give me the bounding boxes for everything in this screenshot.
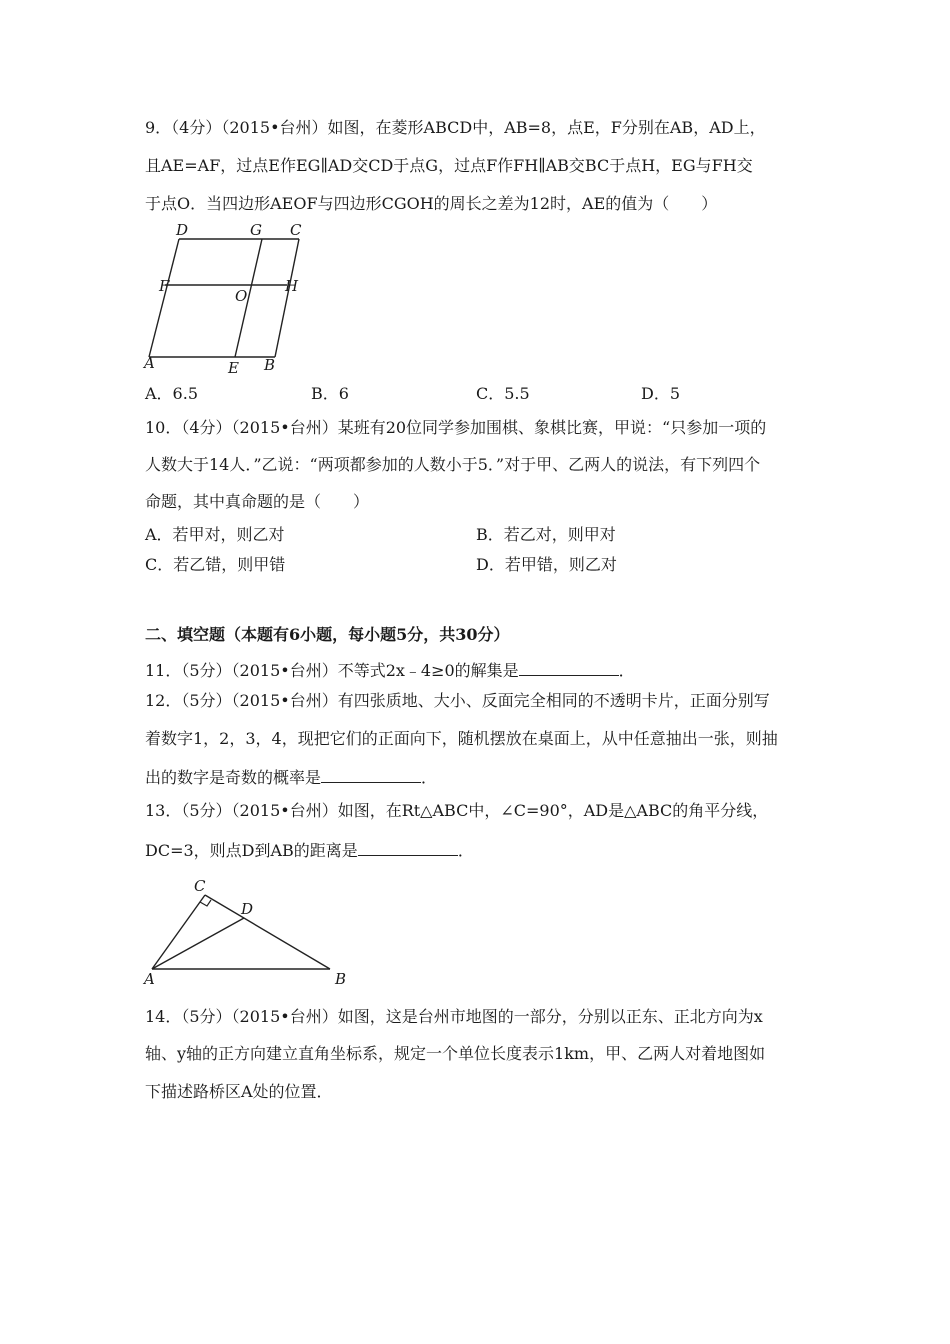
q14-line-2: 轴、y轴的正方向建立直角坐标系，规定一个单位长度表示1km，甲、乙两人对着地图如: [145, 1044, 766, 1063]
q9-option-a: A．6.5: [145, 384, 199, 403]
q9-label-o: O: [235, 287, 248, 305]
q9-label-a: A: [144, 354, 155, 372]
q9-line-2: 且AE=AF，过点E作EG∥AD交CD于点G，过点F作FH∥AB交BC于点H，EG与FH交: [145, 156, 753, 175]
q12-end: ．: [421, 768, 438, 787]
q10-line-2: 人数大于14人．”乙说：“两项都参加的人数小于5．”对于甲、乙两人的说法，有下列四个: [145, 455, 761, 474]
q14-line-3: 下描述路桥区A处的位置．: [145, 1082, 333, 1101]
q12-answer-blank: [321, 766, 421, 783]
q14-line-1: 14．（5分）（2015•台州）如图，这是台州市地图的一部分，分别以正东、正北方向为x: [145, 1007, 763, 1026]
q12-line-2: 着数字1，2，3，4，现把它们的正面向下，随机摆放在桌面上，从中任意抽出一张，则抽: [145, 729, 778, 748]
q13-text: DC=3，则点D到AB的距离是: [145, 841, 358, 860]
q13-label-c: C: [194, 877, 206, 895]
q11-text: 11．（5分）（2015•台州）不等式2x﹣4≥0的解集是: [145, 661, 519, 680]
q9-side-bc: [275, 239, 299, 357]
q11-answer-blank: [519, 659, 619, 676]
q9-option-c: C．5.5: [476, 384, 530, 403]
q10-option-b: B．若乙对，则甲对: [476, 525, 616, 544]
q10-line-1: 10．（4分）（2015•台州）某班有20位同学参加围棋、象棋比赛，甲说：“只参加一项的: [145, 418, 767, 437]
q10-line-3: 命题，其中真命题的是（ ）: [145, 492, 370, 511]
q11-line: [145, 659, 635, 681]
q13-triangle-figure: [140, 872, 360, 992]
q9-label-c: C: [290, 221, 302, 239]
q10-option-d: D．若甲错，则乙对: [476, 555, 617, 574]
q13-side-cb: [205, 895, 330, 969]
q13-answer-blank: [358, 839, 458, 856]
q13-line-2: [145, 839, 474, 861]
q13-line-1: 13．（5分）（2015•台州）如图，在Rt△ABC中，∠C=90°，AD是△ABC的角平分线，: [145, 801, 769, 820]
q9-option-b: B．6: [311, 384, 349, 403]
q9-label-d: D: [176, 221, 189, 239]
q9-label-h: H: [285, 277, 299, 295]
q13-label-d: D: [241, 900, 254, 918]
q9-line-3: 于点O．当四边形AEOF与四边形CGOH的周长之差为12时，AE的值为（ ）: [145, 194, 718, 213]
q13-side-ac: [152, 895, 205, 969]
q9-side-ad: [149, 239, 179, 357]
q9-label-e: E: [228, 359, 239, 377]
section-2-heading: 二、填空题（本题有6小题，每小题5分，共30分）: [145, 625, 510, 644]
q9-option-d: D．5: [641, 384, 681, 403]
q9-label-b: B: [264, 356, 276, 374]
q13-label-b: B: [335, 970, 347, 988]
q10-option-c: C．若乙错，则甲错: [145, 555, 286, 574]
q13-segment-ad: [152, 918, 244, 969]
q11-end: ．: [618, 661, 635, 680]
q10-option-a: A．若甲对，则乙对: [145, 525, 285, 544]
q13-end: ．: [457, 841, 474, 860]
q12-line-3: [145, 766, 437, 788]
q9-line-1: 9．（4分）（2015•台州）如图，在菱形ABCD中，AB=8，点E，F分别在AB，AD上，: [145, 118, 766, 137]
q12-line-1: 12．（5分）（2015•台州）有四张质地、大小、反面完全相同的不透明卡片，正面分别写: [145, 691, 770, 710]
q13-label-a: A: [144, 970, 155, 988]
q9-rhombus-figure: [140, 218, 320, 378]
q12-text: 出的数字是奇数的概率是: [145, 768, 322, 787]
q9-label-f: F: [159, 277, 170, 295]
q9-label-g: G: [250, 221, 262, 239]
q13-right-angle-mark: [200, 900, 211, 906]
